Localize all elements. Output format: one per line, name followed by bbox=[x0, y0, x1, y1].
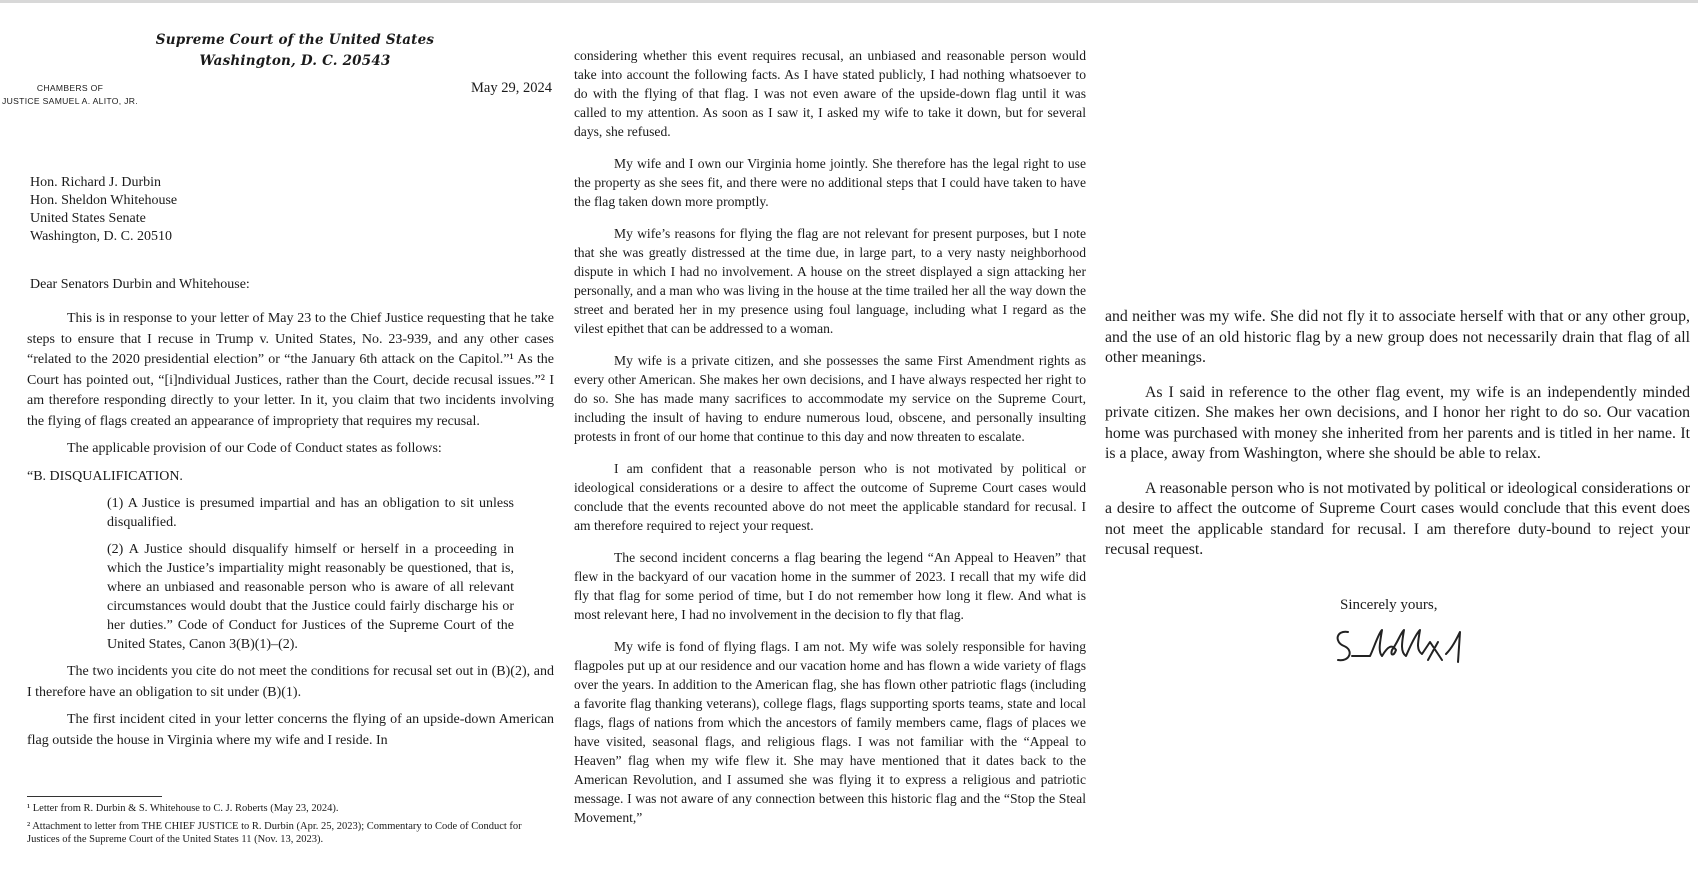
chambers-heading bbox=[0, 82, 140, 108]
paragraph: This is in response to your letter of May 23 to the Chief Justice requesting that he take steps to ensure that I recuse in Trump v. United States, No. 23-939, and any other cases “related to the 2020 presidential election” or “the January 6th attack on the Capitol.”¹ As the Court has pointed out, “[i]ndividual Justices, rather than the Court, decide recusal issues.”² I am therefore responding directly to your letter. In it, you claim that two incidents involving the flying of flags created an appearance of impropriety that requires my recusal. bbox=[27, 311, 554, 429]
court-letterhead bbox=[140, 30, 450, 72]
paragraph: The second incident concerns a flag bearing the legend “An Appeal to Heaven” that flew in the backyard of our vacation home in the summer of 2023. I recall that my wife did fly that flag for some period of time, but I do not remember how long it flew. And what is most relevant here, I had no involvement in the decision to fly that flag. bbox=[574, 550, 1086, 622]
recipient-address bbox=[30, 174, 177, 246]
chambers-label: CHAMBERS OF bbox=[36, 83, 104, 93]
page3-body bbox=[1105, 307, 1690, 575]
paragraph: A reasonable person who is not motivated by political or ideological considerations or a desire to affect the outcome of Supreme Court cases would conclude that this event does not meet the applicable standard for recusal. I am therefore duty-bound to reject your recusal request. bbox=[1105, 479, 1690, 558]
paragraph: My wife’s reasons for flying the flag are not relevant for present purposes, but I note that she was greatly distressed at the time due, in large part, to a very nasty neighborhood dispute in which I had no involvement. A house on the street displayed a sign attacking her personally, and a man who was living in the house at the time trailed her all the way down the street and berated her in my presence using foul language, including what I regard as the vilest epithet that can be addressed to a woman. bbox=[574, 226, 1086, 336]
letter-page-2 bbox=[570, 0, 1090, 886]
address-line: United States Senate bbox=[30, 211, 146, 226]
court-name: Supreme Court of the United States bbox=[155, 32, 435, 48]
letter-page-3 bbox=[1095, 0, 1698, 886]
page1-body bbox=[27, 309, 554, 758]
paragraph: and neither was my wife. She did not fly it to associate herself with that or any other group, and the use of an old historic flag by a new group does not necessarily drain that flag of all other meanings. bbox=[1105, 308, 1690, 366]
salutation: Dear Senators Durbin and Whitehouse: bbox=[30, 277, 250, 292]
closing: Sincerely yours, bbox=[1340, 597, 1438, 613]
page2-body bbox=[574, 46, 1086, 840]
signature-image bbox=[1330, 620, 1520, 670]
quote-item: (2) A Justice should disqualify himself or herself in a proceeding in which the Justice’s impartiality might reasonably be questioned, that is, where an unbiased and reasonable person who is aware of all relevant circumstances would doubt that the Justice could fairly discharge his or her duties.” Code of Conduct for Justices of the Supreme Court of the United States, Canon 3(B)(1)–(2). bbox=[107, 542, 514, 652]
court-location: Washington, D. C. 20543 bbox=[199, 53, 391, 69]
paragraph: considering whether this event requires recusal, an unbiased and reasonable person would take into account the following facts. As I have stated publicly, I had nothing whatsoever to do with the flying of that flag. I was not even aware of the upside-down flag until it was called to my attention. As soon as I saw it, I asked my wife to take it down, but for several days, she refused. bbox=[574, 48, 1086, 139]
letter-page-1 bbox=[0, 0, 570, 886]
justice-name: JUSTICE SAMUEL A. ALITO, JR. bbox=[2, 96, 138, 106]
paragraph: My wife and I own our Virginia home jointly. She therefore has the legal right to use the property as she sees fit, and there were no additional steps that I could have taken to have the flag taken down more promptly. bbox=[574, 156, 1086, 209]
paragraph: My wife is a private citizen, and she possesses the same First Amendment rights as every other American. She makes her own decisions, and I have always respected her right to do so. She has made many sacrifices to accommodate my service on the Supreme Court, including the insult of having to endure numerous loud, obscene, and personally insulting protests in front of our home that continue to this day and now threaten to escalate. bbox=[574, 353, 1086, 444]
quote-heading: “B. DISQUALIFICATION. bbox=[27, 468, 183, 484]
letter-date: May 29, 2024 bbox=[471, 80, 552, 96]
paragraph: The first incident cited in your letter concerns the flying of an upside-down American flag outside the house in Virginia where my wife and I reside. In bbox=[27, 712, 554, 748]
paragraph: The two incidents you cite do not meet the conditions for recusal set out in (B)(2), and I therefore have an obligation to sit under (B)(1). bbox=[27, 664, 554, 700]
address-line: Hon. Sheldon Whitehouse bbox=[30, 193, 178, 208]
footnote: ² Attachment to letter from THE CHIEF JUSTICE to R. Durbin (Apr. 25, 2023); Commentary to Code of Conduct for Justices of the Supreme Court of the United States 11 (Nov. 13, 2023). bbox=[27, 820, 522, 845]
paragraph: My wife is fond of flying flags. I am not. My wife was solely responsible for having flagpoles put up at our residence and our vacation home and has flown a wide variety of flags over the years. In addition to the American flag, she has flown other patriotic flags (including a favorite flag thanking veterans), college flags, flags supporting sports teams, state and local flags, flags of nations from which the ancestors of family members came, flags of places we have visited, seasonal flags, and religious flags. I was not familiar with the “Appeal to Heaven” flag when my wife flew it. She may have mentioned that it dates back to the American Revolution, and I assumed she was flying it to express a religious and patriotic message. I was not aware of any connection between this historic flag and the “Stop the Steal Movement,” bbox=[574, 639, 1086, 825]
footnotes bbox=[27, 802, 554, 851]
quote-item: (1) A Justice is presumed impartial and has an obligation to sit unless disqualified. bbox=[107, 496, 514, 530]
address-line: Hon. Richard J. Durbin bbox=[30, 175, 162, 190]
address-line: Washington, D. C. 20510 bbox=[30, 229, 172, 244]
footnote: ¹ Letter from R. Durbin & S. Whitehouse to C. J. Roberts (May 23, 2024). bbox=[27, 803, 339, 814]
paragraph: I am confident that a reasonable person who is not motivated by political or ideological considerations or a desire to affect the outcome of Supreme Court cases would conclude that the events recounted above do not meet the applicable standard for recusal. I am therefore required to reject your request. bbox=[574, 461, 1086, 533]
footnote-divider bbox=[27, 796, 162, 797]
paragraph: The applicable provision of our Code of Conduct states as follows: bbox=[67, 441, 442, 456]
paragraph: As I said in reference to the other flag event, my wife is an independently minded private citizen. She makes her own decisions, and I honor her right to do so. Our vacation home was purchased with money she inherited from her parents and is titled in her name. It is a place, away from Washington, where she should be able to relax. bbox=[1105, 383, 1690, 462]
handwritten-signature bbox=[1330, 620, 1520, 675]
